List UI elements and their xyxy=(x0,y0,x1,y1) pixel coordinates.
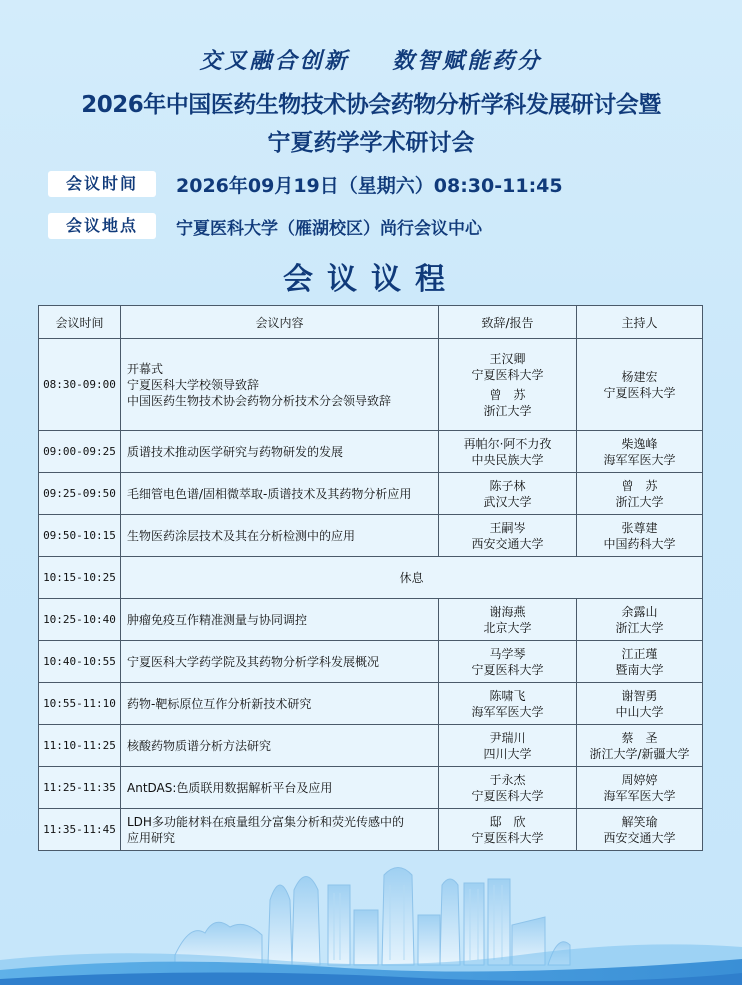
agenda-speaker-line: 宁夏医科大学 xyxy=(471,367,544,382)
column-header-host: 主持人 xyxy=(577,306,703,339)
agenda-content-line: 应用研究 xyxy=(127,830,176,845)
agenda-speaker-line: 谢海燕 xyxy=(489,604,526,619)
city-skyline-illustration xyxy=(0,855,742,985)
agenda-speaker-line: 浙江大学 xyxy=(483,403,532,418)
agenda-host-line: 谢智勇 xyxy=(621,688,658,703)
agenda-row xyxy=(39,431,703,473)
agenda-row xyxy=(39,339,703,431)
agenda-time: 10:55-11:10 xyxy=(39,683,121,725)
page-title-line2: 宁夏药学学术研讨会 xyxy=(267,130,475,156)
agenda-time: 11:25-11:35 xyxy=(39,767,121,809)
agenda-content xyxy=(121,725,439,767)
agenda-host xyxy=(577,599,703,641)
agenda-host-line: 海军军医大学 xyxy=(603,452,676,467)
agenda-speaker-line: 武汉大学 xyxy=(483,494,532,509)
agenda-title: 会议议程 xyxy=(283,262,459,297)
agenda-host-line: 浙江大学/新疆大学 xyxy=(589,746,690,761)
agenda-speaker xyxy=(439,683,577,725)
agenda-content-line: 宁夏医科大学校领导致辞 xyxy=(127,377,260,392)
agenda-row xyxy=(39,515,703,557)
agenda-host xyxy=(577,641,703,683)
agenda-content-line: 中国医药生物技术协会药物分析技术分会领导致辞 xyxy=(127,393,392,408)
agenda-speaker-line: 海军军医大学 xyxy=(471,704,544,719)
agenda-host xyxy=(577,683,703,725)
agenda-content-line: 质谱技术推动医学研究与药物研发的发展 xyxy=(127,444,344,459)
agenda-host-line: 余露山 xyxy=(621,604,658,619)
agenda-content-line: LDH多功能材料在痕量组分富集分析和荧光传感中的 xyxy=(127,814,404,829)
meeting-time-label: 会议时间 xyxy=(48,171,156,197)
column-header-content: 会议内容 xyxy=(121,306,439,339)
agenda-host xyxy=(577,725,703,767)
agenda-host-line: 海军军医大学 xyxy=(603,788,676,803)
agenda-row xyxy=(39,599,703,641)
agenda-host-line: 柴逸峰 xyxy=(621,436,658,451)
agenda-speaker-line: 北京大学 xyxy=(483,620,532,635)
agenda-host xyxy=(577,431,703,473)
agenda-content xyxy=(121,641,439,683)
slogan: 交叉融合创新 数智赋能药分 xyxy=(199,48,543,74)
agenda-host-line: 周婷婷 xyxy=(621,772,658,787)
agenda-row xyxy=(39,809,703,851)
agenda-row xyxy=(39,767,703,809)
agenda-content xyxy=(121,339,439,431)
agenda-speaker-line: 曾 苏 xyxy=(489,387,526,402)
agenda-speaker-line: 中央民族大学 xyxy=(471,452,544,467)
agenda-host-line: 中国药科大学 xyxy=(603,536,676,551)
page-title-line1: 2026年中国医药生物技术协会药物分析学科发展研讨会暨 xyxy=(81,92,661,118)
agenda-speaker-line: 陈子林 xyxy=(489,478,526,493)
agenda-time: 11:35-11:45 xyxy=(39,809,121,851)
meeting-place-label: 会议地点 xyxy=(48,213,156,239)
meeting-time-value: 2026年09月19日（星期六）08:30-11:45 xyxy=(176,174,563,197)
agenda-speaker-line: 于永杰 xyxy=(489,772,526,787)
agenda-speaker xyxy=(439,809,577,851)
agenda-speaker-line: 宁夏医科大学 xyxy=(471,662,544,677)
agenda-speaker xyxy=(439,767,577,809)
agenda-speaker-line: 宁夏医科大学 xyxy=(471,830,544,845)
meeting-place-value: 宁夏医科大学（雁湖校区）尚行会议中心 xyxy=(176,218,482,239)
agenda-speaker-line: 马学琴 xyxy=(489,646,526,661)
agenda-content-line: AntDAS:色质联用数据解析平台及应用 xyxy=(127,780,333,795)
agenda-host-line: 张尊建 xyxy=(621,520,658,535)
agenda-speaker xyxy=(439,599,577,641)
column-header-speaker: 致辞/报告 xyxy=(439,306,577,339)
agenda-row xyxy=(39,725,703,767)
agenda-time: 09:25-09:50 xyxy=(39,473,121,515)
agenda-host xyxy=(577,473,703,515)
agenda-row xyxy=(39,641,703,683)
agenda-host-line: 杨建宏 xyxy=(621,369,658,384)
agenda-host-line: 浙江大学 xyxy=(615,494,664,509)
agenda-content-line: 药物-靶标原位互作分析新技术研究 xyxy=(127,696,312,711)
agenda-content xyxy=(121,809,439,851)
agenda-host-line: 江正瑾 xyxy=(621,646,658,661)
agenda-row xyxy=(39,473,703,515)
agenda-table xyxy=(38,305,703,851)
agenda-time: 09:50-10:15 xyxy=(39,515,121,557)
agenda-speaker xyxy=(439,473,577,515)
agenda-content xyxy=(121,683,439,725)
agenda-host-line: 曾 苏 xyxy=(621,478,658,493)
agenda-time: 10:15-10:25 xyxy=(39,557,121,599)
agenda-host xyxy=(577,809,703,851)
agenda-host xyxy=(577,767,703,809)
meeting-time-row xyxy=(48,171,563,197)
agenda-content xyxy=(121,599,439,641)
agenda-speaker-line: 四川大学 xyxy=(483,746,532,761)
agenda-speaker xyxy=(439,725,577,767)
agenda-speaker-line: 尹瑞川 xyxy=(489,730,526,745)
agenda-content xyxy=(121,431,439,473)
agenda-speaker xyxy=(439,339,577,431)
agenda-speaker-line: 宁夏医科大学 xyxy=(471,788,544,803)
agenda-host-line: 蔡 圣 xyxy=(621,730,658,745)
agenda-speaker-line: 王汉卿 xyxy=(489,351,526,366)
agenda-speaker-line: 再帕尔·阿不力孜 xyxy=(463,436,552,451)
agenda-speaker xyxy=(439,431,577,473)
agenda-break: 休息 xyxy=(121,557,703,599)
agenda-host-line: 浙江大学 xyxy=(615,620,664,635)
agenda-host xyxy=(577,515,703,557)
agenda-row xyxy=(39,557,703,599)
agenda-speaker xyxy=(439,515,577,557)
agenda-content-line: 生物医药涂层技术及其在分析检测中的应用 xyxy=(127,528,356,543)
agenda-host xyxy=(577,339,703,431)
agenda-content xyxy=(121,473,439,515)
agenda-time: 08:30-09:00 xyxy=(39,339,121,431)
agenda-time: 09:00-09:25 xyxy=(39,431,121,473)
meeting-place-row xyxy=(48,213,482,239)
agenda-content-line: 毛细管电色谱/固相微萃取-质谱技术及其药物分析应用 xyxy=(127,486,412,501)
agenda-speaker-line: 陈啸飞 xyxy=(489,688,526,703)
agenda-speaker-line: 邸 欣 xyxy=(489,814,526,829)
agenda-host-line: 解笑瑜 xyxy=(621,814,658,829)
agenda-speaker-line: 王嗣岑 xyxy=(489,520,526,535)
agenda-host-line: 暨南大学 xyxy=(615,662,664,677)
agenda-host-line: 中山大学 xyxy=(615,704,664,719)
agenda-content xyxy=(121,515,439,557)
agenda-time: 10:25-10:40 xyxy=(39,599,121,641)
agenda-content xyxy=(121,767,439,809)
agenda-speaker-line: 西安交通大学 xyxy=(471,536,544,551)
agenda-content-line: 开幕式 xyxy=(127,361,164,376)
agenda-speaker xyxy=(439,641,577,683)
agenda-time: 10:40-10:55 xyxy=(39,641,121,683)
agenda-content-line: 宁夏医科大学药学院及其药物分析学科发展概况 xyxy=(127,654,380,669)
agenda-row xyxy=(39,683,703,725)
agenda-content-line: 核酸药物质谱分析方法研究 xyxy=(127,738,272,753)
agenda-time: 11:10-11:25 xyxy=(39,725,121,767)
agenda-host-line: 西安交通大学 xyxy=(603,830,676,845)
agenda-host-line: 宁夏医科大学 xyxy=(603,385,676,400)
column-header-time: 会议时间 xyxy=(39,306,121,339)
agenda-header-row xyxy=(39,306,703,339)
agenda-content-line: 肿瘤免疫互作精准测量与协同调控 xyxy=(127,612,308,627)
